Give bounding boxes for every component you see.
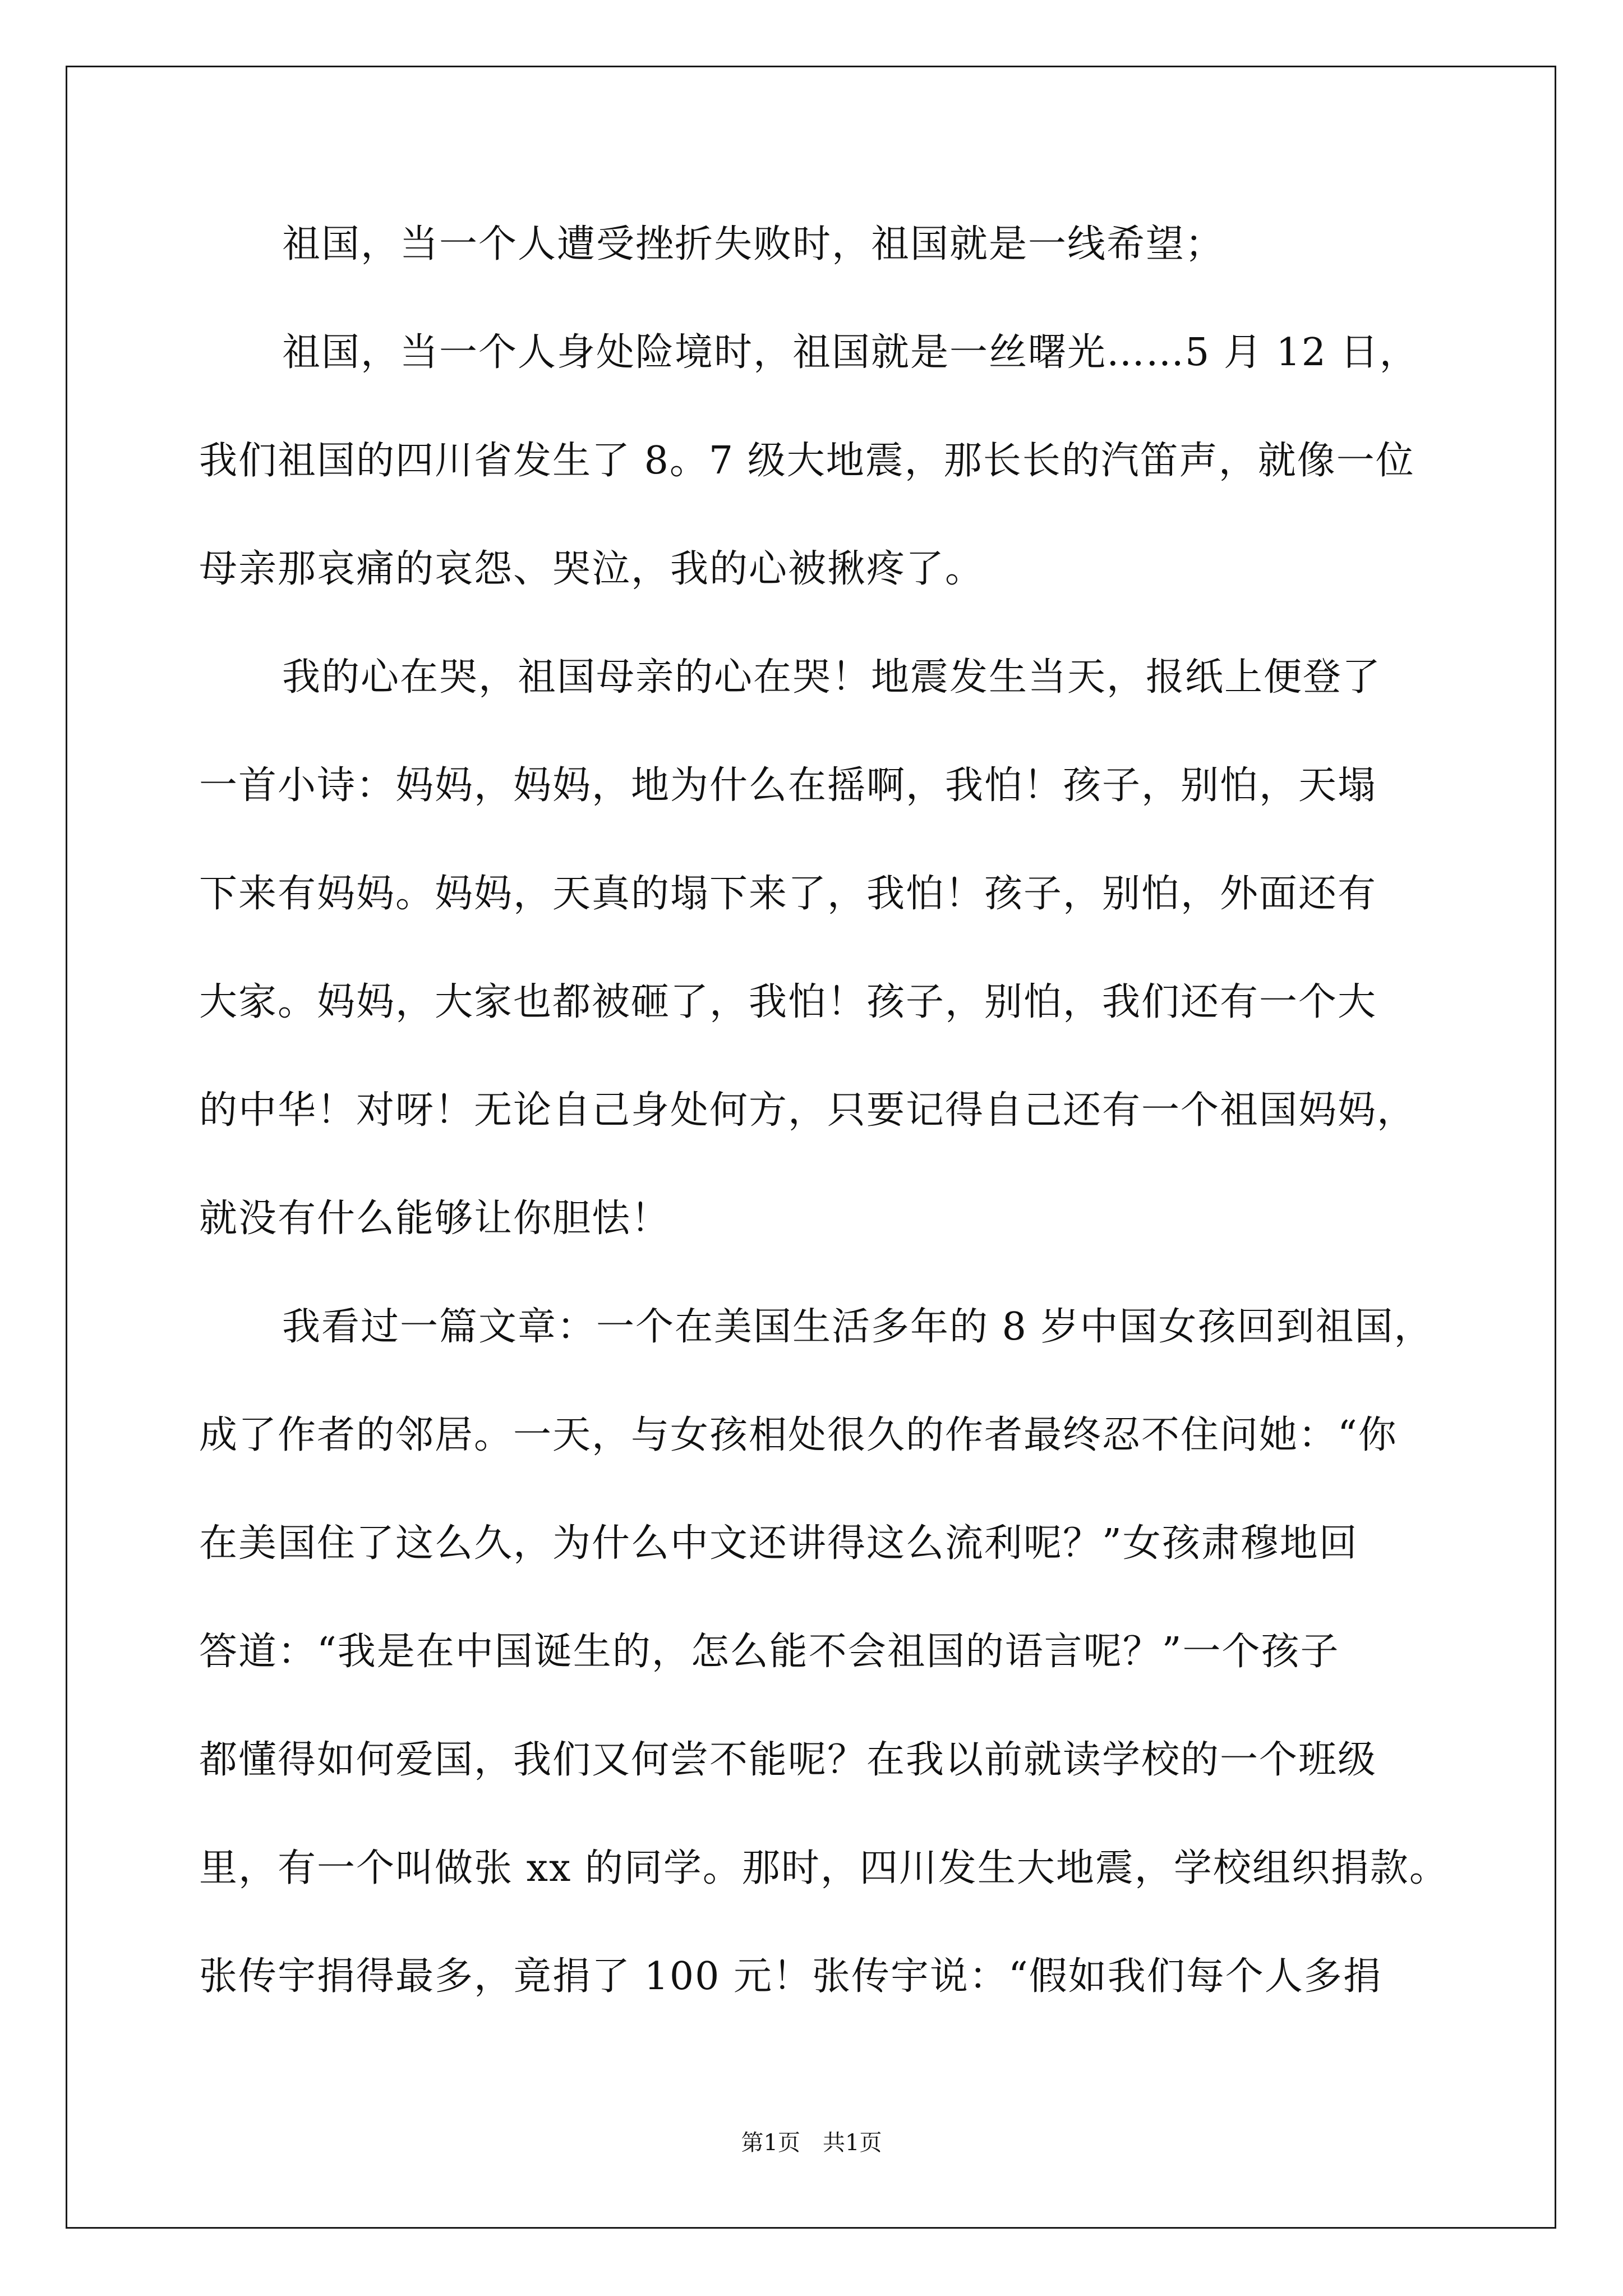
paragraph-line: 我们祖国的四川省发生了 8。7 级大地震，那长长的汽笛声，就像一位 [199,439,1415,483]
paragraph-line: 就没有什么能够让你胆怯！ [199,1197,671,1241]
paragraph-line: 下来有妈妈。妈妈，天真的塌下来了，我怕！孩子，别怕，外面还有 [199,872,1377,916]
paragraph-line: 答道：“我是在中国诞生的，怎么能不会祖国的语言呢？”一个孩子 [199,1630,1340,1674]
paragraph-line: 一首小诗：妈妈，妈妈，地为什么在摇啊，我怕！孩子，别怕，天塌 [199,763,1377,808]
paragraph-first-line: 我看过一篇文章：一个在美国生活多年的 8 岁中国女孩回到祖国， [282,1305,1433,1349]
paragraph-line: 都懂得如何爱国，我们又何尝不能呢？在我以前就读学校的一个班级 [199,1738,1377,1782]
paragraph-first-line: 我的心在哭，祖国母亲的心在哭！地震发生当天，报纸上便登了 [282,655,1382,700]
paragraph-line: 在美国住了这么久，为什么中文还讲得这么流利呢？”女孩肃穆地回 [199,1521,1358,1566]
page-footer: 第1页 共1页 [741,2130,882,2156]
paragraph-line: 成了作者的邻居。一天，与女孩相处很久的作者最终忍不住问她：“你 [199,1413,1398,1457]
paragraph-line: 的中华！对呀！无论自己身处何方，只要记得自己还有一个祖国妈妈， [199,1088,1417,1133]
paragraph-line: 母亲那哀痛的哀怨、哭泣，我的心被揪疼了。 [199,547,985,591]
page-border [66,66,1556,2229]
paragraph-first-line: 祖国，当一个人遭受挫折失败时，祖国就是一线希望； [282,222,1225,266]
paragraph-first-line: 祖国，当一个人身处险境时，祖国就是一丝曙光……5 月 12 日， [282,330,1419,375]
paragraph-line: 里，有一个叫做张 xx 的同学。那时，四川发生大地震，学校组织捐款。 [199,1846,1449,1890]
paragraph-line: 大家。妈妈，大家也都被砸了，我怕！孩子，别怕，我们还有一个大 [199,980,1377,1024]
paragraph-line: 张传宇捐得最多，竟捐了 100 元！张传宇说：“假如我们每个人多捐 [199,1954,1382,1999]
